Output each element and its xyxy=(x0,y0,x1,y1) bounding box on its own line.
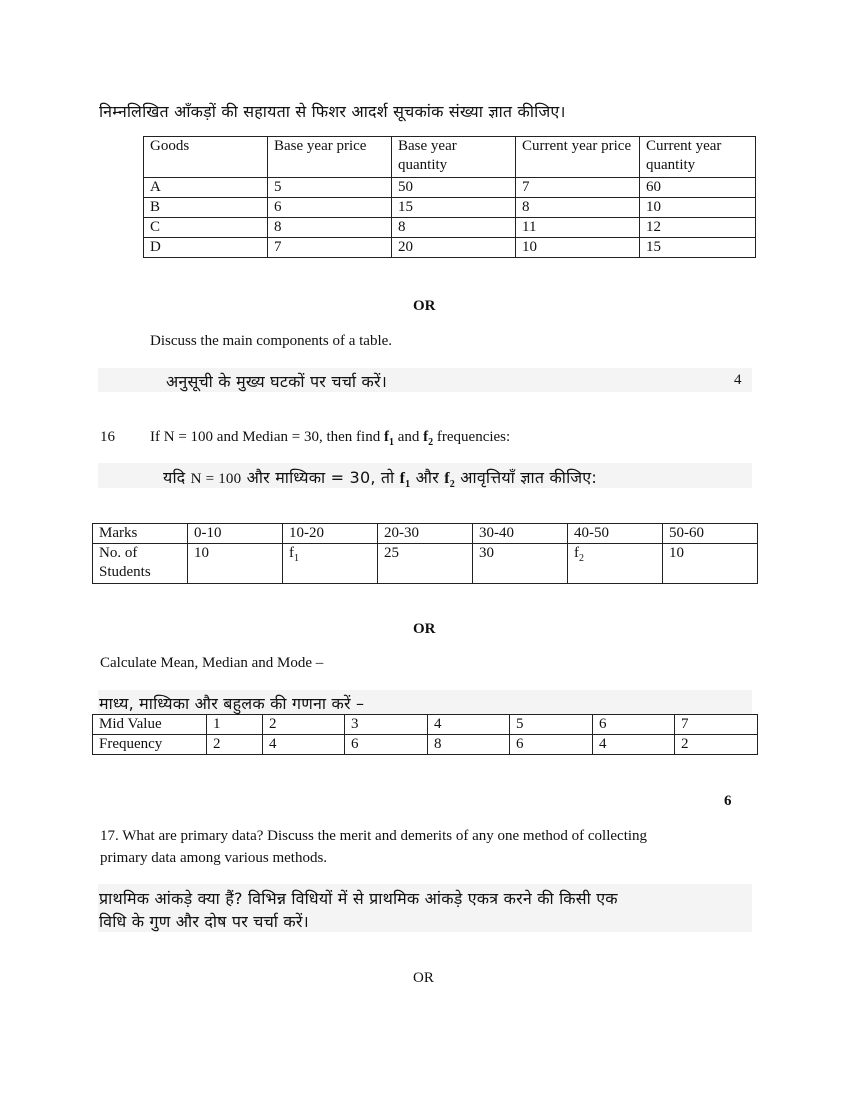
header-cell: Base year price xyxy=(268,137,392,178)
or-label: OR xyxy=(413,298,436,314)
q16-marks-table xyxy=(92,523,758,584)
table-cell: 5 xyxy=(510,715,593,735)
table-row xyxy=(144,137,756,178)
q16-en-prefix: If N = 100 and Median = 30, then find xyxy=(150,429,384,445)
table-cell: 20 xyxy=(392,238,516,258)
q16-en-suffix: frequencies: xyxy=(433,429,511,445)
q16-alt-english: Calculate Mean, Median and Mode – xyxy=(100,655,324,671)
row-label: Mid Value xyxy=(93,715,207,735)
q16-hi-prefix: यदि xyxy=(163,468,191,487)
table-cell: 7 xyxy=(675,715,758,735)
or-label: OR xyxy=(413,970,434,986)
q16-hindi-band xyxy=(98,463,752,491)
table-cell: 2 xyxy=(207,735,263,755)
table-cell: 6 xyxy=(593,715,675,735)
table-cell: 2 xyxy=(263,715,345,735)
table-cell: 15 xyxy=(640,238,756,258)
table-cell: C xyxy=(144,218,268,238)
table-cell: 10-20 xyxy=(283,524,378,544)
f2-symbol: f xyxy=(423,429,429,445)
hi-f2-symbol: f xyxy=(444,470,450,487)
table-cell xyxy=(188,544,283,584)
table-cell: 40-50 xyxy=(568,524,663,544)
row-label: Marks xyxy=(93,524,188,544)
cell-subscript: 2 xyxy=(579,553,584,564)
table-cell: 8 xyxy=(428,735,510,755)
table-cell: 2 xyxy=(675,735,758,755)
table-row xyxy=(144,198,756,218)
cell-value: 10 xyxy=(669,545,684,561)
table-cell: 50-60 xyxy=(663,524,758,544)
table-cell: A xyxy=(144,178,268,198)
q15-hindi-prompt: निम्नलिखित आँकड़ों की सहायता से फिशर आदर्श सूचकांक संख्या ज्ञात कीजिए। xyxy=(99,102,566,121)
q15-table xyxy=(143,136,756,258)
header-cell: Goods xyxy=(144,137,268,178)
cell-subscript: 1 xyxy=(294,553,299,564)
table-cell: 5 xyxy=(268,178,392,198)
q16-alt-hindi-band xyxy=(98,690,752,714)
table-cell: 0-10 xyxy=(188,524,283,544)
table-cell: 8 xyxy=(392,218,516,238)
f1-symbol: f xyxy=(383,429,389,445)
table-cell: 6 xyxy=(510,735,593,755)
table-row xyxy=(144,178,756,198)
cell-value: 25 xyxy=(384,545,399,561)
table-cell: 12 xyxy=(640,218,756,238)
table-cell: 7 xyxy=(516,178,640,198)
table-row xyxy=(93,735,758,755)
table-cell: 10 xyxy=(516,238,640,258)
row-label xyxy=(93,544,188,584)
hi-f1-subscript: 1 xyxy=(405,479,411,491)
table-cell: 4 xyxy=(428,715,510,735)
header-cell: Current year quantity xyxy=(640,137,756,178)
table-row xyxy=(93,715,758,735)
hi-f1-symbol: f xyxy=(399,470,406,487)
q15-marks: 4 xyxy=(734,372,742,388)
q17-english-line1: 17. What are primary data? Discuss the merit and demerits of any one method of collecting xyxy=(100,828,648,844)
cell-value: f xyxy=(574,545,579,561)
q16-hindi xyxy=(163,466,597,490)
table-cell: 15 xyxy=(392,198,516,218)
table-row xyxy=(144,218,756,238)
table-cell: 8 xyxy=(516,198,640,218)
table-cell: 11 xyxy=(516,218,640,238)
q17-hindi-line1: प्राथमिक आंकड़े क्या हैं? विभिन्न विधियों में से प्राथमिक आंकड़े एकत्र करने की किसी एक xyxy=(99,889,618,908)
q16-english xyxy=(150,429,510,448)
table-cell: 10 xyxy=(640,198,756,218)
cell-value: f xyxy=(289,545,294,561)
q15-alt-hindi-band xyxy=(98,368,752,392)
q16-marks: 6 xyxy=(724,793,732,809)
q16-number: 16 xyxy=(100,429,115,445)
or-label: OR xyxy=(413,621,436,637)
table-cell: 3 xyxy=(345,715,428,735)
table-cell: 4 xyxy=(263,735,345,755)
table-cell: B xyxy=(144,198,268,218)
q17-english-line2: primary data among various methods. xyxy=(100,850,328,866)
header-cell: Base year quantity xyxy=(392,137,516,178)
q16-alt-hindi: माध्य, माध्यिका और बहुलक की गणना करें – xyxy=(99,694,365,713)
table-cell: D xyxy=(144,238,268,258)
q16-hi-and: और xyxy=(410,468,445,487)
q15-alt-hindi: अनुसूची के मुख्य घटकों पर चर्चा करें। xyxy=(166,372,387,391)
table-cell: 30-40 xyxy=(473,524,568,544)
table-cell xyxy=(283,544,378,584)
cell-value: 10 xyxy=(194,545,209,561)
table-cell: 6 xyxy=(268,198,392,218)
f1-subscript: 1 xyxy=(388,437,394,448)
table-cell xyxy=(663,544,758,584)
table-cell xyxy=(568,544,663,584)
header-cell: Current year price xyxy=(516,137,640,178)
q16-hi-n: N = 100 xyxy=(190,471,242,487)
table-cell: 4 xyxy=(593,735,675,755)
q17-hindi-band xyxy=(98,884,752,932)
q16-frequency-table xyxy=(92,714,758,755)
table-cell xyxy=(473,544,568,584)
row-label-line1: No. of xyxy=(99,545,138,561)
hi-f2-subscript: 2 xyxy=(449,479,455,491)
q16-hi-suffix: आवृत्तियाँ ज्ञात कीजिए: xyxy=(455,468,597,487)
table-row xyxy=(93,524,758,544)
q16-hi-mid: और माध्यिका = 30, तो xyxy=(241,468,400,487)
table-cell xyxy=(378,544,473,584)
q15-alt-english: Discuss the main components of a table. xyxy=(150,333,393,349)
q17-hindi-line2: विधि के गुण और दोष पर चर्चा करें। xyxy=(99,912,309,931)
row-label: Frequency xyxy=(93,735,207,755)
table-cell: 1 xyxy=(207,715,263,735)
table-cell: 20-30 xyxy=(378,524,473,544)
table-cell: 6 xyxy=(345,735,428,755)
table-cell: 60 xyxy=(640,178,756,198)
table-cell: 8 xyxy=(268,218,392,238)
table-cell: 50 xyxy=(392,178,516,198)
cell-value: 30 xyxy=(479,545,494,561)
table-row xyxy=(144,238,756,258)
row-label-line2: Students xyxy=(99,564,151,580)
f2-subscript: 2 xyxy=(428,437,434,448)
table-row xyxy=(93,544,758,584)
q16-en-and: and xyxy=(393,429,424,445)
table-cell: 7 xyxy=(268,238,392,258)
